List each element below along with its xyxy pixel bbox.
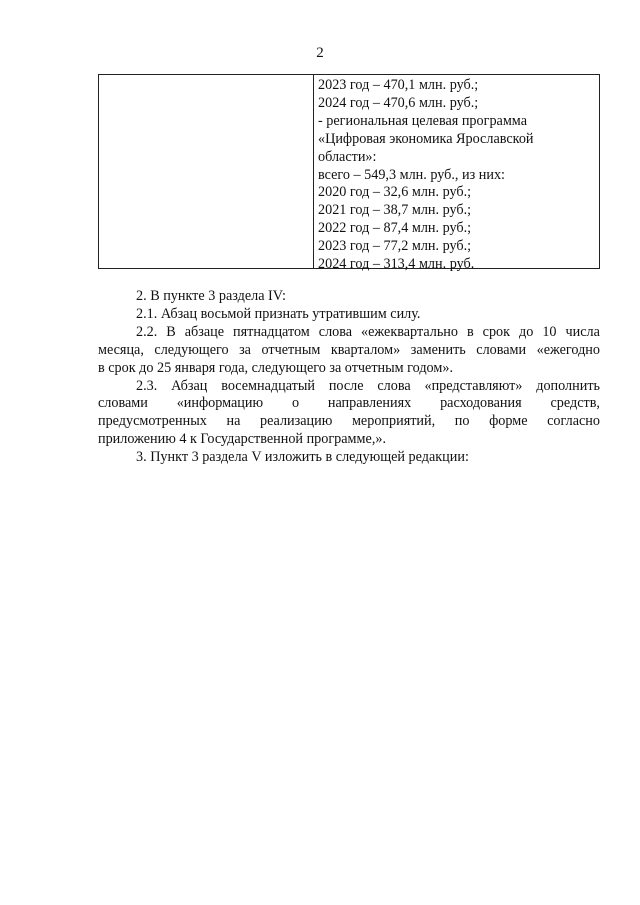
word: следующего: [154, 341, 229, 358]
page-number: 2: [316, 45, 324, 61]
word: срок: [482, 323, 511, 340]
word: слова: [377, 377, 411, 394]
table-line: области»:: [318, 148, 377, 165]
paragraph-last-line: приложению 4 к Государственной программе,».: [98, 431, 387, 448]
word: пятнадцатом: [233, 323, 310, 340]
table-left-cell: [99, 75, 314, 268]
word: предусмотренных: [98, 413, 207, 430]
word: восемнадцатый: [221, 377, 315, 394]
paragraph-last-line: в срок до 25 января года, следующего за отчетным годом».: [98, 359, 453, 376]
table-line: 2021 год – 38,7 млн. руб.;: [318, 202, 472, 219]
table-line: 2024 год – 470,6 млн. руб.;: [318, 94, 479, 111]
word: числа: [565, 323, 600, 340]
word: Абзац: [171, 377, 208, 394]
table-line: 2023 год – 77,2 млн. руб.;: [318, 238, 472, 255]
word: дополнить: [536, 377, 600, 394]
table-line: - региональная целевая программа: [318, 112, 527, 129]
paragraph-2-3: [98, 378, 600, 450]
word: слова: [318, 323, 353, 340]
word: «информацию: [176, 395, 264, 412]
paragraph-2-1: 2.1. Абзац восьмой признать утратившим силу.: [136, 305, 421, 322]
word: словами: [476, 341, 527, 358]
word: «ежегодно: [536, 341, 600, 358]
justified-line: [98, 413, 600, 431]
word: мероприятий,: [351, 413, 436, 430]
word: на: [226, 413, 241, 430]
word: 10: [542, 323, 557, 340]
word: по: [454, 413, 470, 430]
word: расходования: [440, 395, 522, 412]
table-line: «Цифровая экономика Ярославской: [318, 130, 534, 147]
word: словами: [98, 395, 148, 412]
table-line: 2023 год – 470,1 млн. руб.;: [318, 77, 479, 93]
word: направлениях: [327, 395, 412, 412]
word: абзаце: [184, 323, 225, 340]
word: отчетным: [261, 341, 321, 358]
word: о: [291, 395, 300, 412]
word: средств,: [550, 395, 600, 412]
paragraph-2-2: [98, 324, 600, 378]
justified-line: [98, 324, 600, 342]
word: согласно: [547, 413, 600, 430]
word: кварталом»: [330, 341, 401, 358]
word: форме: [489, 413, 528, 430]
funding-table: [98, 74, 600, 273]
word: до: [519, 323, 534, 340]
word: месяца,: [98, 341, 144, 358]
table-line: 2020 год – 32,6 млн. руб.;: [318, 184, 472, 201]
table-line: всего – 549,3 млн. руб., из них:: [318, 166, 505, 183]
word: реализацию: [259, 413, 333, 430]
table-right-cell: [314, 75, 599, 273]
justified-line: [98, 342, 600, 360]
word: «ежеквартально: [361, 323, 458, 340]
word: В: [166, 323, 176, 340]
justified-line: [98, 378, 600, 396]
paragraph-3: 3. Пункт 3 раздела V изложить в следующей редакции:: [136, 449, 469, 466]
word: 2.2.: [136, 323, 158, 340]
table-line: 2024 год – 313,4 млн. руб.: [318, 256, 475, 273]
word: «представляют»: [424, 377, 523, 394]
word: после: [328, 377, 364, 394]
table-line: 2022 год – 87,4 млн. руб.;: [318, 220, 472, 237]
word: за: [239, 341, 251, 358]
word: в: [466, 323, 474, 340]
justified-line: [98, 395, 600, 413]
paragraph-2: 2. В пункте 3 раздела IV:: [136, 288, 286, 304]
word: 2.3.: [136, 377, 158, 394]
body-text: [98, 288, 600, 467]
word: заменить: [410, 341, 466, 358]
